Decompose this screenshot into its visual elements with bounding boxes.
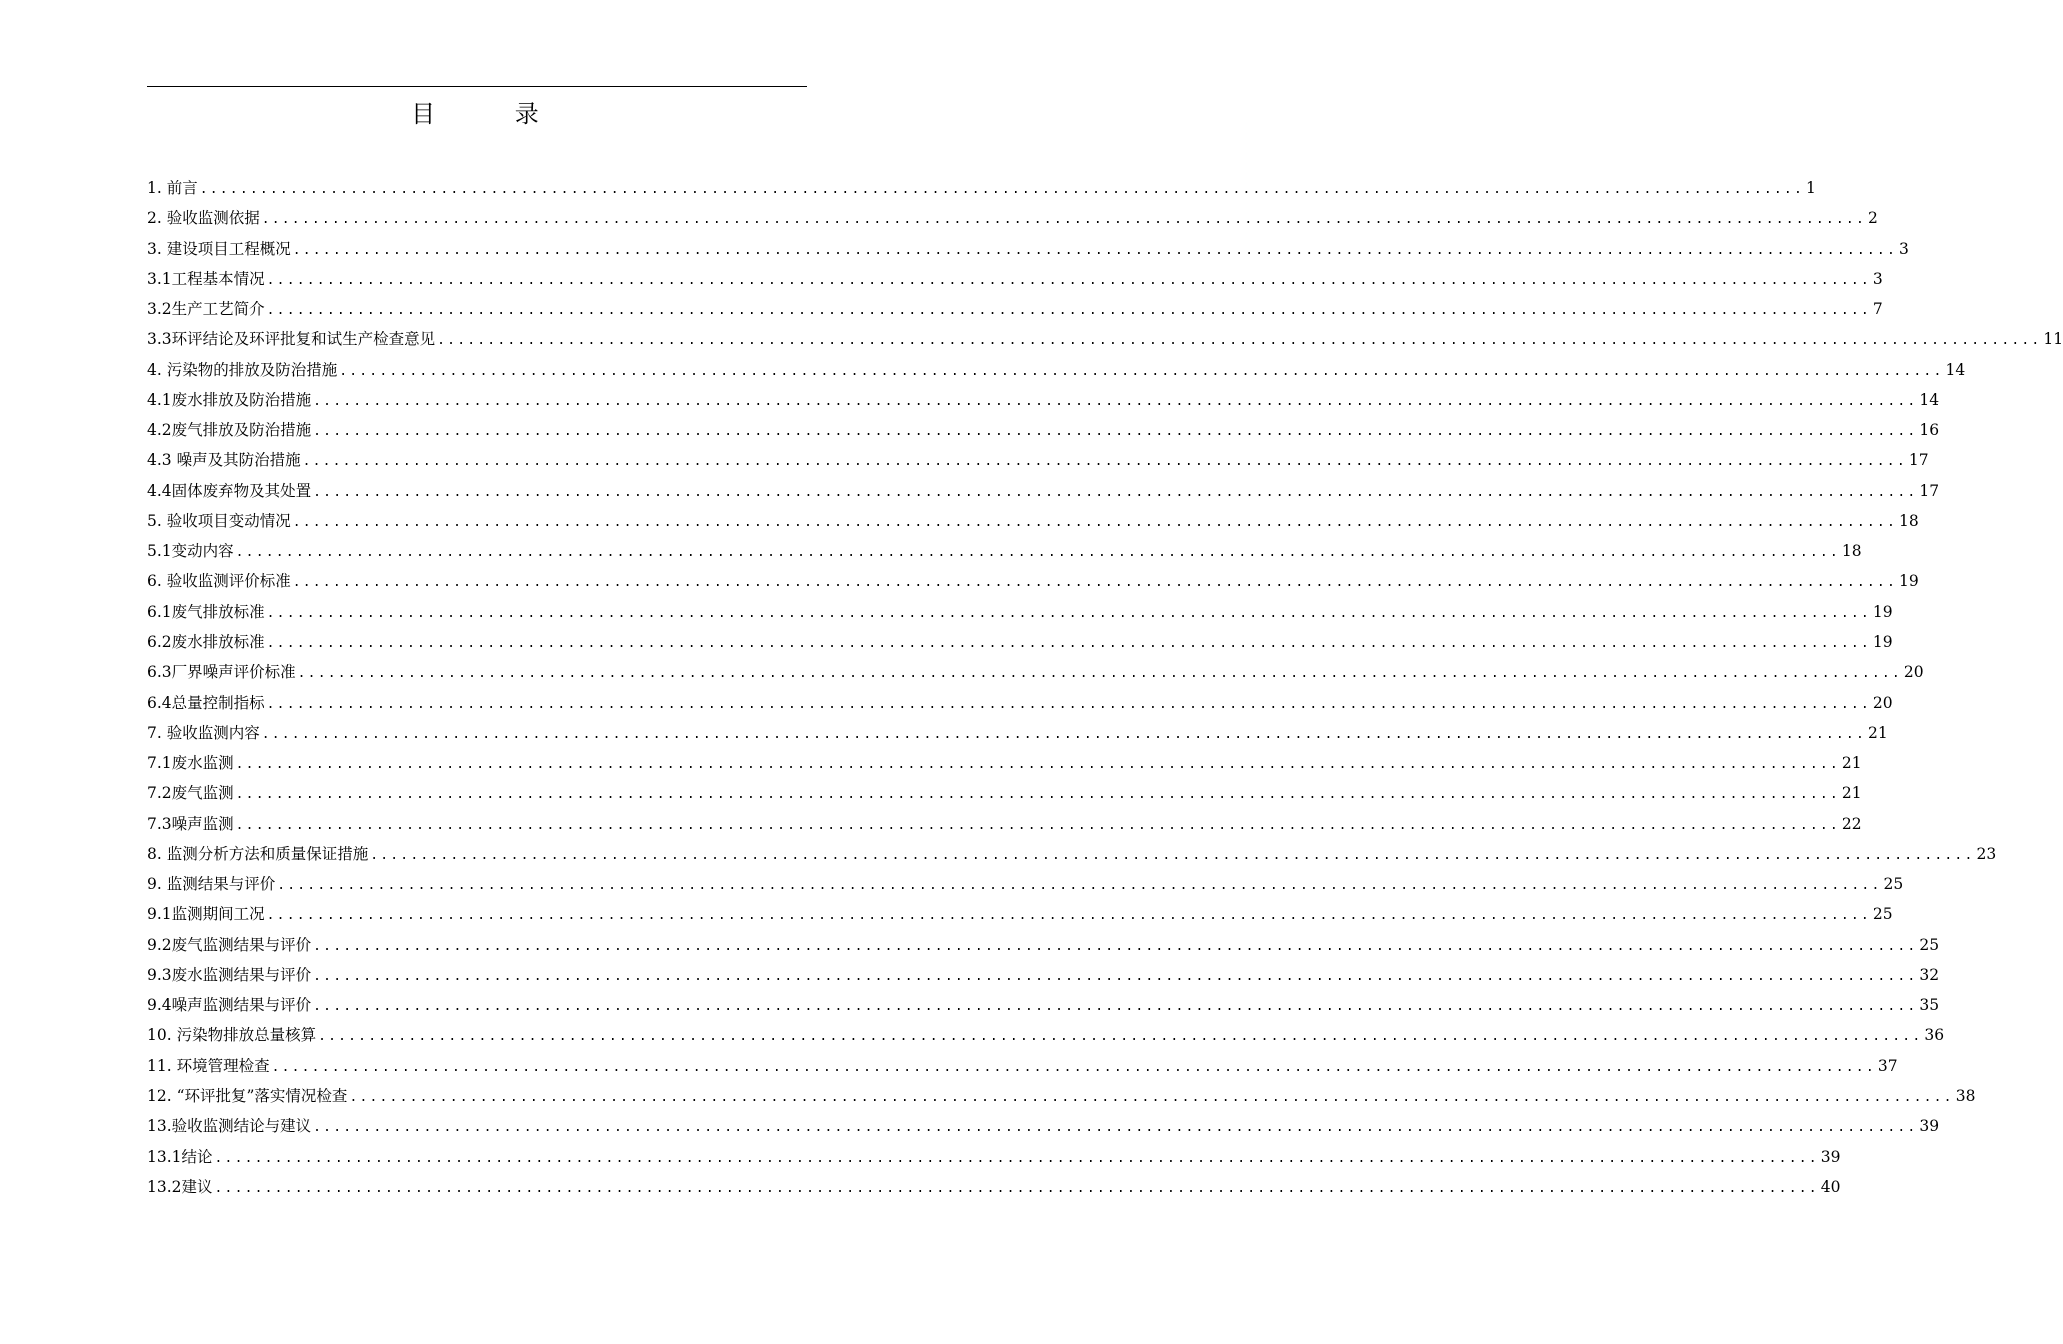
toc-entry[interactable] — [147, 203, 1878, 233]
toc-entry[interactable] — [147, 930, 1940, 960]
toc-entry-page-number: 14 — [1945, 360, 1966, 379]
toc-dot-leader: ................................................................................................................................................................ — [292, 575, 1897, 591]
toc-entry-page-number: 25 — [1919, 935, 1940, 954]
toc-entry-label: 6.4总量控制指标 — [147, 693, 265, 712]
toc-entry-label: 13.验收监测结论与建议 — [147, 1117, 312, 1136]
toc-dot-leader: ................................................................................................................................................................ — [199, 182, 1804, 197]
toc-entry-page-number: 19 — [1898, 572, 1919, 591]
toc-entry-label: 6.3厂界噪声评价标准 — [147, 663, 296, 682]
toc-entry[interactable] — [147, 1142, 1841, 1172]
toc-entry-label: 7.1废水监测 — [147, 754, 234, 773]
toc-dot-leader: ................................................................................................................................................................ — [437, 333, 2042, 349]
toc-entry-page-number: 23 — [1976, 844, 1997, 863]
toc-entry-label: 5.1变动内容 — [147, 542, 234, 561]
toc-entry[interactable] — [147, 748, 1862, 778]
toc-dot-leader: ................................................................................................................................................................ — [214, 1150, 1819, 1166]
toc-dot-leader: ................................................................................................................................................................ — [349, 1089, 1954, 1105]
toc-entry-label: 7.2废气监测 — [147, 784, 234, 803]
toc-entry-label: 9.3废水监测结果与评价 — [147, 965, 312, 984]
toc-dot-leader: ................................................................................................................................................................ — [302, 454, 1907, 470]
toc-entry-page-number: 37 — [1877, 1056, 1898, 1075]
toc-entry[interactable] — [147, 234, 1909, 264]
toc-dot-leader: ................................................................................................................................................................ — [313, 424, 1918, 440]
toc-entry-label: 1. 前言 — [147, 179, 198, 197]
toc-entry-label: 9.2废气监测结果与评价 — [147, 935, 312, 954]
toc-entry[interactable] — [147, 809, 1862, 839]
toc-dot-leader: ................................................................................................................................................................ — [313, 1120, 1918, 1136]
header-rule — [147, 86, 807, 87]
toc-entry-page-number: 25 — [1883, 875, 1904, 894]
toc-entry[interactable] — [147, 718, 1888, 748]
toc-entry-page-number: 19 — [1872, 632, 1893, 651]
toc-dot-leader: ................................................................................................................................................................ — [313, 938, 1918, 954]
toc-entry[interactable] — [147, 990, 1940, 1020]
table-of-contents — [147, 173, 2063, 1202]
toc-dot-leader: ................................................................................................................................................................ — [266, 272, 1871, 288]
toc-entry-label: 13.1结论 — [147, 1147, 213, 1166]
toc-entry-page-number: 21 — [1841, 784, 1862, 803]
toc-dot-leader: ................................................................................................................................................................ — [266, 605, 1871, 621]
toc-entry-page-number: 7 — [1872, 300, 1883, 319]
toc-entry[interactable] — [147, 385, 1940, 415]
toc-entry[interactable] — [147, 688, 1893, 718]
toc-entry[interactable] — [147, 1020, 1945, 1050]
toc-entry-page-number: 22 — [1841, 814, 1862, 833]
toc-entry-label: 9. 监测结果与评价 — [147, 875, 276, 894]
toc-entry[interactable] — [147, 1172, 1841, 1202]
toc-dot-leader: ................................................................................................................................................................ — [313, 484, 1918, 500]
toc-entry-page-number: 39 — [1820, 1147, 1841, 1166]
toc-entry-label: 7. 验收监测内容 — [147, 723, 260, 742]
toc-dot-leader: ................................................................................................................................................................ — [266, 696, 1871, 712]
toc-entry[interactable] — [147, 960, 1940, 990]
toc-entry-page-number: 21 — [1841, 754, 1862, 773]
toc-entry-page-number: 19 — [1872, 602, 1893, 621]
toc-entry-page-number: 36 — [1924, 1026, 1945, 1045]
toc-entry-page-number: 32 — [1919, 965, 1940, 984]
toc-entry-label: 6.2废水排放标准 — [147, 632, 265, 651]
toc-entry[interactable] — [147, 445, 1929, 475]
toc-entry[interactable] — [147, 597, 1893, 627]
toc-dot-leader: ................................................................................................................................................................ — [277, 878, 1882, 894]
toc-entry[interactable] — [147, 1111, 1940, 1141]
toc-dot-leader: ................................................................................................................................................................ — [313, 999, 1918, 1015]
toc-entry[interactable] — [147, 324, 2063, 354]
toc-entry-label: 4. 污染物的排放及防治措施 — [147, 360, 338, 379]
toc-dot-leader: ................................................................................................................................................................ — [235, 817, 1840, 833]
toc-dot-leader: ................................................................................................................................................................ — [292, 242, 1897, 258]
toc-entry[interactable] — [147, 839, 1997, 869]
toc-entry-label: 3.1工程基本情况 — [147, 269, 265, 288]
toc-entry-label: 10. 污染物排放总量核算 — [147, 1026, 317, 1045]
toc-entry[interactable] — [147, 173, 1816, 203]
toc-entry-page-number: 39 — [1919, 1117, 1940, 1136]
toc-entry[interactable] — [147, 899, 1893, 929]
toc-entry-page-number: 38 — [1955, 1086, 1976, 1105]
toc-entry-label: 11. 环境管理检查 — [147, 1056, 270, 1075]
toc-entry-label: 6. 验收监测评价标准 — [147, 572, 291, 591]
toc-entry[interactable] — [147, 294, 1883, 324]
toc-entry[interactable] — [147, 627, 1893, 657]
toc-entry-label: 4.1废水排放及防治措施 — [147, 390, 312, 409]
toc-entry-label: 4.3 噪声及其防治措施 — [147, 451, 301, 470]
toc-entry[interactable] — [147, 778, 1862, 808]
toc-entry-label: 6.1废气排放标准 — [147, 602, 265, 621]
toc-entry-page-number: 17 — [1908, 451, 1929, 470]
toc-entry-label: 9.4噪声监测结果与评价 — [147, 996, 312, 1015]
toc-entry-label: 8. 监测分析方法和质量保证措施 — [147, 844, 369, 863]
toc-entry[interactable] — [147, 1081, 1976, 1111]
toc-entry-page-number: 1 — [1805, 179, 1816, 197]
toc-entry-page-number: 11 — [2043, 330, 2063, 349]
toc-entry[interactable] — [147, 415, 1940, 445]
toc-entry-page-number: 18 — [1898, 511, 1919, 530]
toc-entry-label: 4.2废气排放及防治措施 — [147, 421, 312, 440]
toc-entry[interactable] — [147, 264, 1883, 294]
toc-entry[interactable] — [147, 536, 1862, 566]
toc-entry-page-number: 17 — [1919, 481, 1940, 500]
toc-dot-leader: ................................................................................................................................................................ — [318, 1029, 1923, 1045]
toc-entry[interactable] — [147, 869, 1904, 899]
toc-entry-page-number: 3 — [1872, 269, 1883, 288]
toc-dot-leader: ................................................................................................................................................................ — [271, 1059, 1876, 1075]
toc-title: 目 录 — [411, 100, 575, 128]
toc-entry-label: 3. 建设项目工程概况 — [147, 239, 291, 258]
toc-entry[interactable] — [147, 657, 1924, 687]
toc-entry-page-number: 18 — [1841, 542, 1862, 561]
toc-entry-page-number: 40 — [1820, 1177, 1841, 1196]
toc-entry-label: 4.4固体废弃物及其处置 — [147, 481, 312, 500]
toc-entry-page-number: 35 — [1919, 996, 1940, 1015]
toc-entry-label: 3.2生产工艺简介 — [147, 300, 265, 319]
toc-dot-leader: ................................................................................................................................................................ — [313, 393, 1918, 409]
toc-dot-leader: ................................................................................................................................................................ — [297, 666, 1902, 682]
toc-entry-page-number: 14 — [1919, 390, 1940, 409]
toc-dot-leader: ................................................................................................................................................................ — [313, 968, 1918, 984]
toc-dot-leader: ................................................................................................................................................................ — [261, 726, 1866, 742]
toc-entry[interactable] — [147, 476, 1940, 506]
toc-entry-page-number: 2 — [1867, 209, 1878, 228]
toc-dot-leader: ................................................................................................................................................................ — [339, 363, 1944, 379]
toc-dot-leader: ................................................................................................................................................................ — [235, 787, 1840, 803]
toc-entry-page-number: 21 — [1867, 723, 1888, 742]
toc-dot-leader: ................................................................................................................................................................ — [261, 212, 1866, 228]
toc-entry[interactable] — [147, 506, 1919, 536]
toc-entry-label: 3.3环评结论及环评批复和试生产检查意见 — [147, 330, 436, 349]
toc-entry-label: 9.1监测期间工况 — [147, 905, 265, 924]
toc-entry-page-number: 3 — [1898, 239, 1909, 258]
toc-entry-page-number: 16 — [1919, 421, 1940, 440]
toc-entry-label: 12. “环评批复”落实情况检查 — [147, 1086, 348, 1105]
toc-dot-leader: ................................................................................................................................................................ — [214, 1180, 1819, 1196]
toc-dot-leader: ................................................................................................................................................................ — [266, 303, 1871, 319]
toc-dot-leader: ................................................................................................................................................................ — [235, 757, 1840, 773]
toc-dot-leader: ................................................................................................................................................................ — [370, 847, 1975, 863]
toc-entry-page-number: 20 — [1903, 663, 1924, 682]
toc-entry-page-number: 20 — [1872, 693, 1893, 712]
toc-entry-label: 13.2建议 — [147, 1177, 213, 1196]
toc-entry[interactable] — [147, 566, 1919, 596]
toc-entry-label: 2. 验收监测依据 — [147, 209, 260, 228]
toc-entry-label: 7.3噪声监测 — [147, 814, 234, 833]
toc-entry-page-number: 25 — [1872, 905, 1893, 924]
toc-dot-leader: ................................................................................................................................................................ — [266, 635, 1871, 651]
toc-dot-leader: ................................................................................................................................................................ — [266, 908, 1871, 924]
toc-dot-leader: ................................................................................................................................................................ — [292, 514, 1897, 530]
toc-entry-label: 5. 验收项目变动情况 — [147, 511, 291, 530]
toc-entry[interactable] — [147, 1051, 1898, 1081]
toc-entry[interactable] — [147, 355, 1966, 385]
toc-dot-leader: ................................................................................................................................................................ — [235, 545, 1840, 561]
